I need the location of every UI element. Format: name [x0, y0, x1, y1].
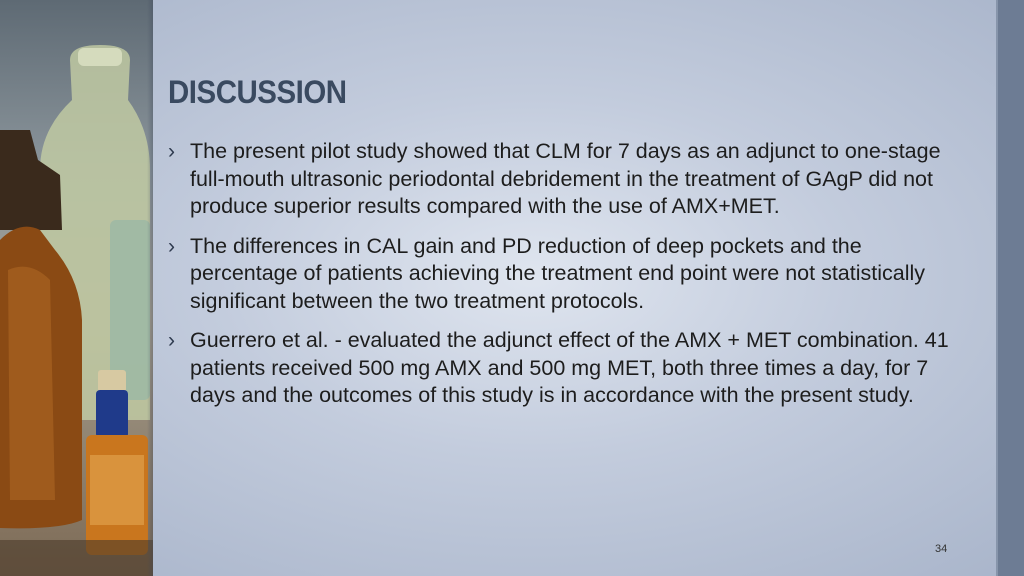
bullet-item [168, 138, 958, 221]
right-accent-bar [998, 0, 1024, 576]
photo-edge-shadow [147, 0, 153, 576]
bullet-text: The present pilot study showed that CLM for 7 days as an adjunct to one-stage full-mouth ultrasonic periodontal debridement in the treatment of GAgP did not produce superior results compared with the use of AMX+MET. [190, 139, 941, 218]
slide-title: DISCUSSION [168, 74, 347, 110]
page-number: 34 [935, 543, 948, 555]
bullet-item [168, 327, 958, 410]
bullet-marker-icon: › [168, 329, 175, 352]
bullet-list [168, 138, 958, 422]
bullet-marker-icon: › [168, 140, 175, 163]
bullet-marker-icon: › [168, 234, 175, 258]
bullet-text: Guerrero et al. - evaluated the adjunct effect of the AMX + MET combination. 41 patients received 500 mg AMX and 500 mg MET, both three times a day, for 7 days and the outcomes of this study is in accordance with the present study. [190, 328, 949, 407]
bottles-illustration [0, 0, 153, 576]
bullet-item [168, 233, 958, 316]
bullet-text: The differences in CAL gain and PD reduction of deep pockets and the percentage of patients achieving the treatment end point were not statistically significant between the two treatment protocols. [190, 233, 926, 313]
medicine-bottles-photo [0, 0, 153, 576]
